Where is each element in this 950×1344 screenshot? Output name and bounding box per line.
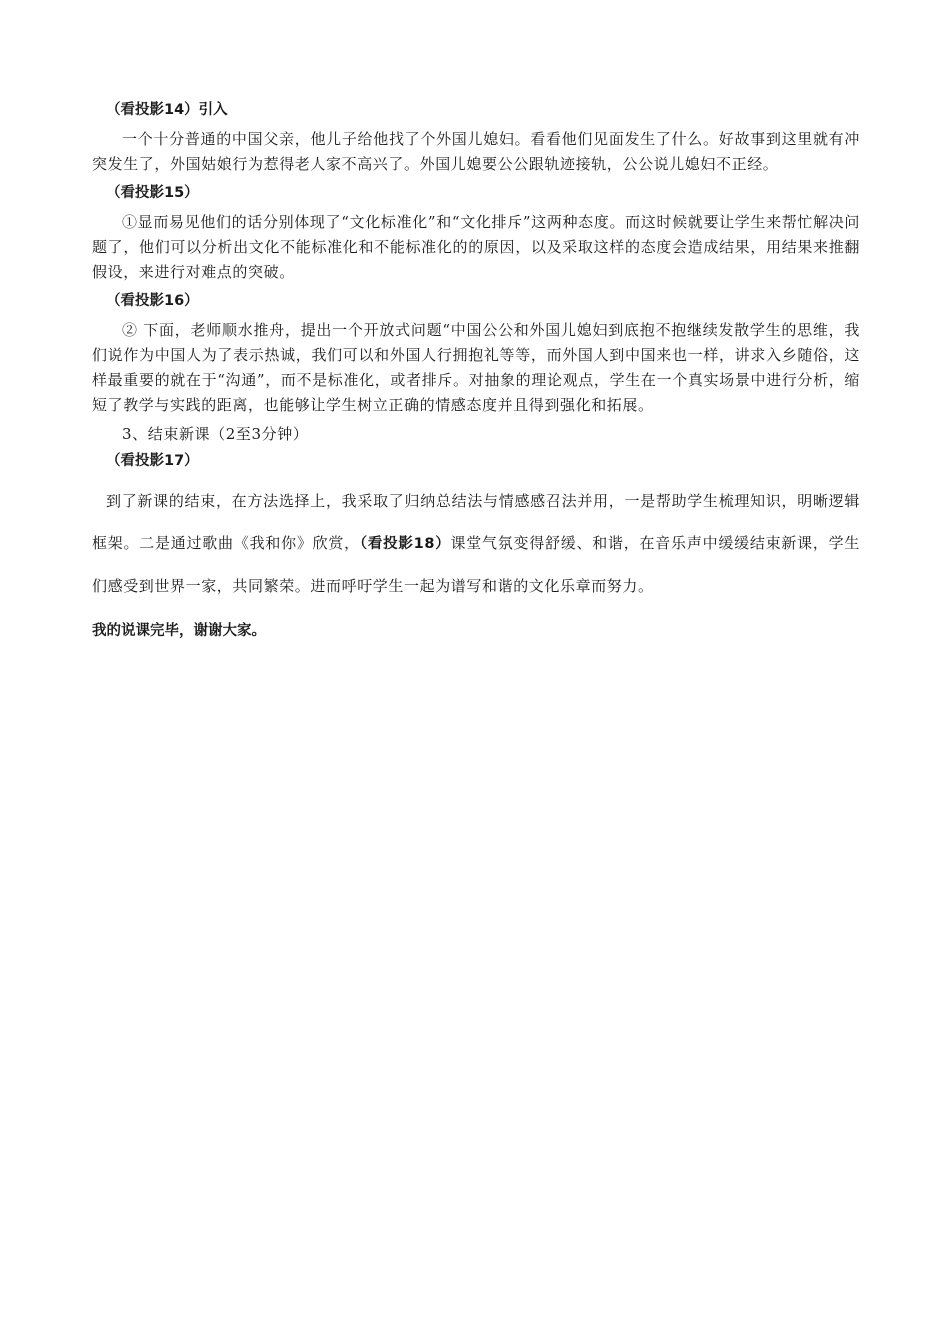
document-body: [92, 98, 860, 644]
section-heading-slide-17: （看投影17）: [106, 453, 199, 469]
paragraph-slide-17-part1: 到了新课的结束，在方法选择上，我采取了归纳总结法与情感感召法并用，一是帮助学生梳理知识，明晰逻辑框架。二是通过歌曲《我和你》欣赏，: [92, 492, 860, 552]
section-heading-slide-14: （看投影14）引入: [106, 102, 228, 118]
paragraph-slide-17: [92, 480, 860, 607]
paragraph-intro: 一个十分普通的中国父亲，他儿子给他找了个外国儿媳妇。看看他们见面发生了什么。好故事到这里就有冲突发生了，外国姑娘行为惹得老人家不高兴了。外国儿媳要公公跟轨迹接轨，公公说儿媳妇不正经。: [92, 130, 860, 173]
section-heading-slide-16: （看投影16）: [106, 293, 199, 309]
paragraph-slide-16: ② 下面，老师顺水推舟，提出一个开放式问题“中国公公和外国儿媳妇到底抱不抱继续发散学生的思维，我们说作为中国人为了表示热诚，我们可以和外国人行拥抱礼等等，而外国人到中国来也一样，讲求入乡随俗，这样最重要的就在于“沟通”，而不是标准化，或者排斥。对抽象的理论观点，学生在一个真实场景中进行分析，缩短了教学与实践的距离，也能够让学生树立正确的情感态度并且得到强化和拓展。: [92, 321, 860, 414]
paragraph-slide-17-part2: 课堂气氛变得舒缓、和谐，在音乐声中缓缓结束新课，学生们感受到世界一家，共同繁荣。进而呼吁学生一起为谱写和谐的文化乐章而努力。: [92, 534, 860, 595]
section-heading-slide-15: （看投影15）: [106, 185, 199, 201]
inline-heading-slide-18: （看投影18）: [359, 536, 451, 552]
step-end-lesson: 3、结束新课（2至3分钟）: [122, 425, 309, 443]
closing-remark: 我的说课完毕，谢谢大家。: [92, 623, 266, 639]
paragraph-slide-15: ①显而易见他们的话分别体现了“文化标准化”和“文化排斥”这两种态度。而这时候就要让学生来帮忙解决问题了，他们可以分析出文化不能标准化和不能标准化的的原因，以及采取这样的态度会造成结果，用结果来推翻假设，来进行对难点的突破。: [92, 213, 860, 281]
